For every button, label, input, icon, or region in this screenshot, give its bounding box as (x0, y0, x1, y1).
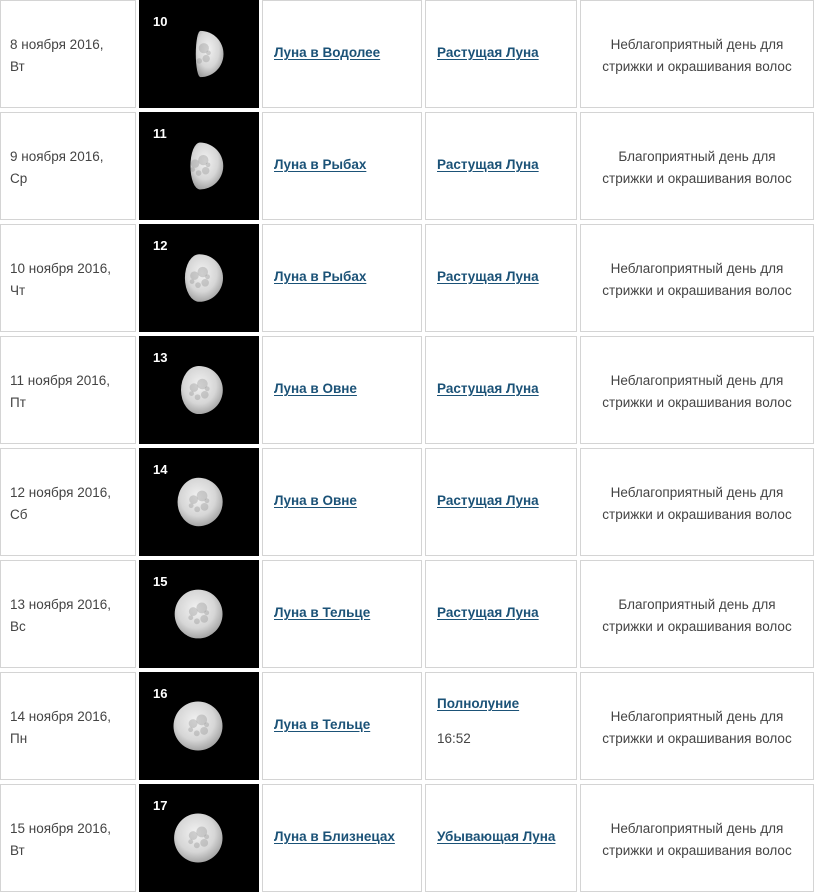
date-text: 14 ноября 2016, (10, 709, 111, 724)
zodiac-cell (262, 784, 422, 892)
lunar-day-number: 15 (153, 574, 168, 589)
table-row (0, 0, 814, 110)
moon-phase-link[interactable]: Растущая Луна (437, 381, 539, 396)
moon-crater (189, 607, 198, 616)
moon-crater (191, 159, 199, 167)
phase-cell (425, 336, 577, 444)
moon-disc (178, 478, 223, 527)
haircut-advice (581, 818, 813, 862)
advice-line-2: стрижки и окрашивания волос (602, 171, 792, 186)
date-text: 9 ноября 2016, (10, 149, 104, 164)
moon-crater (195, 282, 201, 288)
moon-crater (205, 274, 210, 279)
date-label (10, 818, 111, 862)
phase-cell (425, 448, 577, 556)
date-text: 13 ноября 2016, (10, 597, 111, 612)
moon-image-cell (139, 0, 259, 108)
description-cell (580, 0, 814, 108)
table-row (0, 672, 814, 782)
moon-phase-link[interactable]: Растущая Луна (437, 157, 539, 172)
moon-crater (195, 394, 201, 400)
advice-line-1: Неблагоприятный день для (610, 485, 784, 500)
moon-disc (174, 814, 222, 863)
zodiac-cell (262, 560, 422, 668)
moon-sign-link[interactable]: Луна в Рыбах (274, 269, 367, 284)
moon-sign-link[interactable]: Луна в Тельце (274, 717, 371, 732)
date-text: 12 ноября 2016, (10, 485, 111, 500)
moon-crater (188, 839, 193, 844)
moon-crater (194, 842, 200, 848)
moon-image-cell (139, 336, 259, 444)
description-cell (580, 336, 814, 444)
zodiac-cell (262, 448, 422, 556)
date-cell (0, 560, 136, 668)
moon-disc (174, 702, 223, 751)
weekday-text: Сб (10, 507, 28, 522)
moon-crater (202, 55, 209, 62)
date-label (10, 34, 103, 78)
weekday-text: Чт (10, 283, 26, 298)
moon-image-cell (139, 560, 259, 668)
advice-line-2: стрижки и окрашивания волос (602, 507, 792, 522)
lunar-day-number: 14 (153, 462, 168, 477)
moon-crater (194, 730, 200, 736)
moon-crater (194, 506, 200, 512)
advice-line-1: Благоприятный день для (618, 597, 776, 612)
date-cell (0, 448, 136, 556)
haircut-advice (581, 34, 813, 78)
moon-image-cell (139, 448, 259, 556)
moon-sign-link[interactable]: Луна в Рыбах (274, 157, 367, 172)
weekday-text: Вт (10, 843, 25, 858)
table-row (0, 784, 814, 894)
moon-crater (204, 722, 209, 727)
moon-crater (196, 58, 202, 64)
description-cell (580, 672, 814, 780)
moon-crater (206, 162, 211, 167)
haircut-advice (581, 482, 813, 526)
date-cell (0, 672, 136, 780)
moon-image-cell (139, 112, 259, 220)
date-label (10, 146, 103, 190)
lunar-day-number: 11 (153, 126, 167, 141)
moon-crater (189, 503, 194, 508)
weekday-text: Ср (10, 171, 28, 186)
moon-image-cell (139, 672, 259, 780)
moon-crater (204, 834, 209, 839)
moon-crater (201, 279, 209, 287)
weekday-text: Пт (10, 395, 26, 410)
zodiac-cell (262, 336, 422, 444)
phase-cell (425, 672, 577, 780)
date-cell (0, 224, 136, 332)
date-text: 10 ноября 2016, (10, 261, 111, 276)
phase-cell (425, 112, 577, 220)
moon-crater (200, 839, 208, 847)
moon-crater (188, 727, 193, 732)
table-row (0, 224, 814, 334)
advice-line-1: Неблагоприятный день для (610, 261, 784, 276)
haircut-advice (581, 258, 813, 302)
moon-sign-link[interactable]: Луна в Близнецах (274, 829, 395, 844)
haircut-advice (581, 706, 813, 750)
date-label (10, 706, 111, 750)
phase-cell (425, 560, 577, 668)
moon-crater (200, 727, 208, 735)
zodiac-cell (262, 672, 422, 780)
date-label (10, 258, 111, 302)
lunar-day-number: 17 (153, 798, 168, 813)
date-cell (0, 784, 136, 892)
advice-line-1: Неблагоприятный день для (610, 709, 784, 724)
moon-crater (190, 271, 199, 280)
advice-line-2: стрижки и окрашивания волос (602, 731, 792, 746)
moon-crater (201, 391, 209, 399)
phase-cell (425, 224, 577, 332)
description-cell (580, 224, 814, 332)
date-text: 15 ноября 2016, (10, 821, 111, 836)
date-text: 8 ноября 2016, (10, 37, 104, 52)
moon-disc (185, 254, 223, 302)
phase-time: 16:52 (437, 731, 471, 746)
weekday-text: Вт (10, 59, 25, 74)
moon-phase-link[interactable]: Убывающая Луна (437, 829, 556, 844)
haircut-advice (581, 594, 813, 638)
moon-sign-link[interactable]: Луна в Овне (274, 381, 357, 396)
moon-image-cell (139, 224, 259, 332)
advice-line-2: стрижки и окрашивания волос (602, 843, 792, 858)
moon-disc (175, 590, 223, 639)
moon-crater (196, 170, 202, 176)
moon-sign-link[interactable]: Луна в Тельце (274, 605, 371, 620)
moon-sign-link[interactable]: Луна в Водолее (274, 45, 381, 60)
advice-line-1: Неблагоприятный день для (610, 373, 784, 388)
date-text: 11 ноября 2016, (10, 373, 110, 388)
table-row (0, 336, 814, 446)
phase-cell (425, 0, 577, 108)
moon-image-cell (139, 784, 259, 892)
moon-crater (202, 167, 210, 175)
zodiac-cell (262, 112, 422, 220)
advice-line-2: стрижки и окрашивания волос (602, 619, 792, 634)
lunar-day-number: 10 (153, 14, 168, 29)
weekday-text: Пн (10, 731, 28, 746)
moon-crater (189, 719, 198, 728)
advice-line-2: стрижки и окрашивания волос (602, 395, 792, 410)
date-cell (0, 336, 136, 444)
phase-cell (425, 784, 577, 892)
advice-line-1: Благоприятный день для (618, 149, 776, 164)
moon-crater (189, 831, 198, 840)
lunar-day-number: 16 (153, 686, 168, 701)
haircut-advice (581, 146, 813, 190)
moon-crater (201, 503, 209, 511)
date-label (10, 482, 111, 526)
description-cell (580, 448, 814, 556)
table-row (0, 112, 814, 222)
moon-crater (204, 610, 209, 615)
weekday-text: Вс (10, 619, 26, 634)
moon-phase-link[interactable]: Растущая Луна (437, 269, 539, 284)
description-cell (580, 112, 814, 220)
moon-crater (205, 386, 210, 391)
haircut-advice (581, 370, 813, 414)
advice-line-2: стрижки и окрашивания волос (602, 283, 792, 298)
moon-disc (181, 366, 223, 414)
advice-line-1: Неблагоприятный день для (610, 821, 784, 836)
advice-line-1: Неблагоприятный день для (610, 37, 784, 52)
date-cell (0, 0, 136, 108)
advice-line-2: стрижки и окрашивания волос (602, 59, 792, 74)
moon-crater (190, 383, 199, 392)
moon-phase-link[interactable]: Растущая Луна (437, 493, 539, 508)
moon-crater (206, 51, 211, 56)
moon-crater (189, 495, 198, 504)
description-cell (580, 784, 814, 892)
moon-crater (189, 391, 194, 396)
moon-phase-link[interactable]: Полнолуние (437, 696, 520, 711)
moon-crater (194, 618, 200, 624)
date-label (10, 370, 110, 414)
zodiac-cell (262, 0, 422, 108)
moon-phase-link[interactable]: Растущая Луна (437, 45, 539, 60)
moon-crater (200, 615, 208, 623)
lunar-day-number: 13 (153, 350, 168, 365)
moon-crater (188, 615, 193, 620)
description-cell (580, 560, 814, 668)
date-cell (0, 112, 136, 220)
table-row (0, 448, 814, 558)
table-row (0, 560, 814, 670)
zodiac-cell (262, 224, 422, 332)
lunar-day-number: 12 (153, 238, 168, 253)
moon-sign-link[interactable]: Луна в Овне (274, 493, 357, 508)
moon-crater (190, 279, 195, 284)
date-label (10, 594, 111, 638)
moon-phase-link[interactable]: Растущая Луна (437, 605, 539, 620)
moon-crater (190, 167, 195, 172)
moon-crater (204, 498, 209, 503)
